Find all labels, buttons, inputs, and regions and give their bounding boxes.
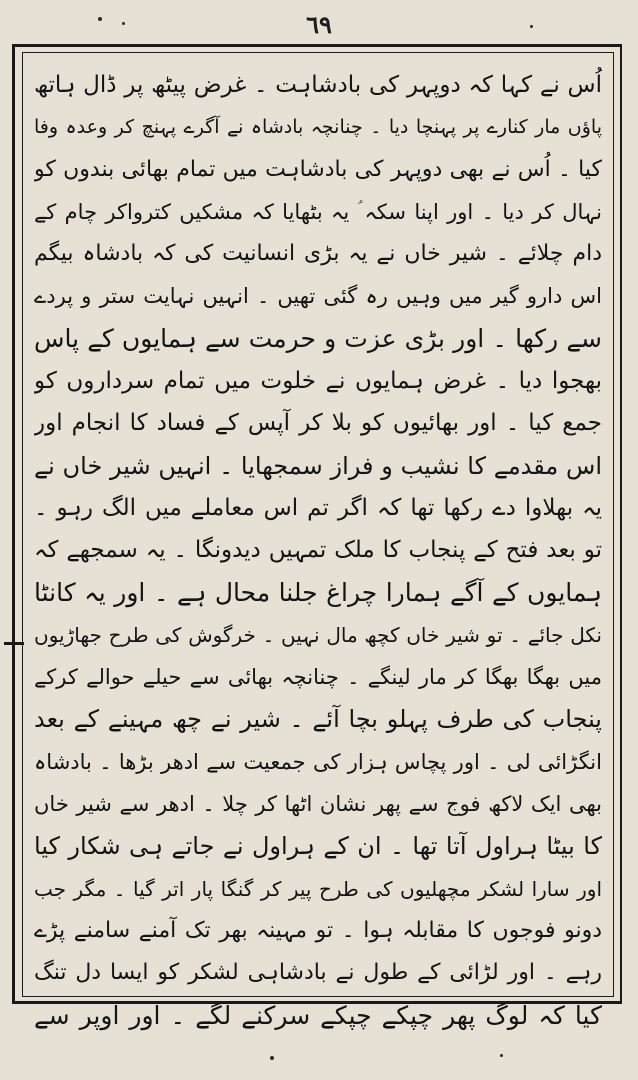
text-line: اس دارو گیر میں وہیں رہ گئی تھیں ۔ انہیں نہایت ستر و پردے (34, 284, 602, 309)
text-line: نہال کر دیا ۔ اور اپنا سکہ ؑ یہ بٹھایا کہ مشکیں کترواکر چام کے (34, 199, 602, 224)
text-line: تو بعد فتح کے پنجاب کا ملک تمہیں دیدونگا ۔ یہ سمجھے کہ (34, 537, 602, 564)
text-line: پنجاب کی طرف پہلو بچا آئے ۔ شیر نے چھ مہینے کے بعد (34, 705, 602, 734)
ink-speck (270, 1056, 274, 1060)
text-line: ہمایوں کے آگے ہمارا چراغ جلنا محال ہے ۔ اور یہ کانٹا (34, 577, 602, 607)
text-line: نکل جائے ۔ تو شیر خاں کچھ مال نہیں ۔ خرگوش کی طرح جھاڑیوں (34, 622, 602, 647)
ink-speck (122, 22, 125, 25)
text-line: کیا ۔ اُس نے بھی دوپہر کی بادشاہت میں تمام بھائی بندوں کو (34, 156, 602, 182)
text-line: کا بیٹا ہراول آتا تھا ۔ ان کے ہراول نے جاتے ہی شکار کیا (34, 832, 602, 861)
text-line: جمع کیا ۔ اور بھائیوں کو بلا کر آپس کے فساد کا انجام اور (34, 410, 602, 437)
ink-speck (530, 25, 533, 28)
text-line: اس مقدمے کا نشیب و فراز سمجھایا ۔ انہیں شیر خاں نے (34, 451, 602, 480)
text-line: اور سارا لشکر مچھلیوں کی طرح پیر کر گنگا پار اتر گیا ۔ مگر جب (34, 876, 602, 901)
text-line: بھجوا دیا ۔ غرض ہمایوں نے خلوت میں تمام سرداروں کو (34, 368, 602, 395)
ink-speck (500, 1054, 503, 1057)
text-line: یہ بھلاوا دے رکھا تھا کہ اگر تم اس معاملے میں الگ رہو ۔ (34, 494, 602, 521)
text-line: دام چلائے ۔ شیر خاں نے یہ بڑی انسانیت کی کہ بادشاہ بیگم (34, 241, 602, 267)
text-line: انگڑائی لی ۔ اور پچاس ہزار کی جمعیت سے ادھر بڑھا ۔ بادشاہ (34, 749, 602, 774)
ink-speck (98, 17, 102, 21)
margin-mark (4, 642, 24, 645)
text-line: دونو فوجوں کا مقابلہ ہوا ۔ تو مہینہ بھر تک آمنے سامنے پڑے (34, 917, 602, 943)
text-line: کیا کہ لوگ پھر چپکے چپکے سرکنے لگے ۔ اور اوپر سے (34, 1000, 602, 1030)
text-line: اُس نے کہا کہ دوپہر کی بادشاہت ۔ غرض پیٹھ پر ڈال ہاتھ (34, 72, 602, 98)
text-line: پاؤں مار کنارے پر پہنچا دیا ۔ چنانچہ بادشاہ نے آگرے پہنچ کر وعدہ وفا (34, 116, 602, 139)
text-line: سے رکھا ۔ اور بڑی عزت و حرمت سے ہمایوں کے پاس (34, 323, 602, 353)
text-line: میں بھگا بھگا کر مار لینگے ۔ چنانچہ بھائی سے حیلے حوالے کرکے (34, 665, 602, 690)
body-text (34, 64, 602, 1037)
page-number: ٦٩ (306, 10, 332, 39)
text-line: بھی ایک لاکھ فوج سے پھر نشان اٹھا کر چلا ۔ ادھر سے شیر خاں (34, 792, 602, 817)
text-line: رہے ۔ اور لڑائی کے طول نے بادشاہی لشکر کو ایسا دل تنگ (34, 960, 602, 986)
